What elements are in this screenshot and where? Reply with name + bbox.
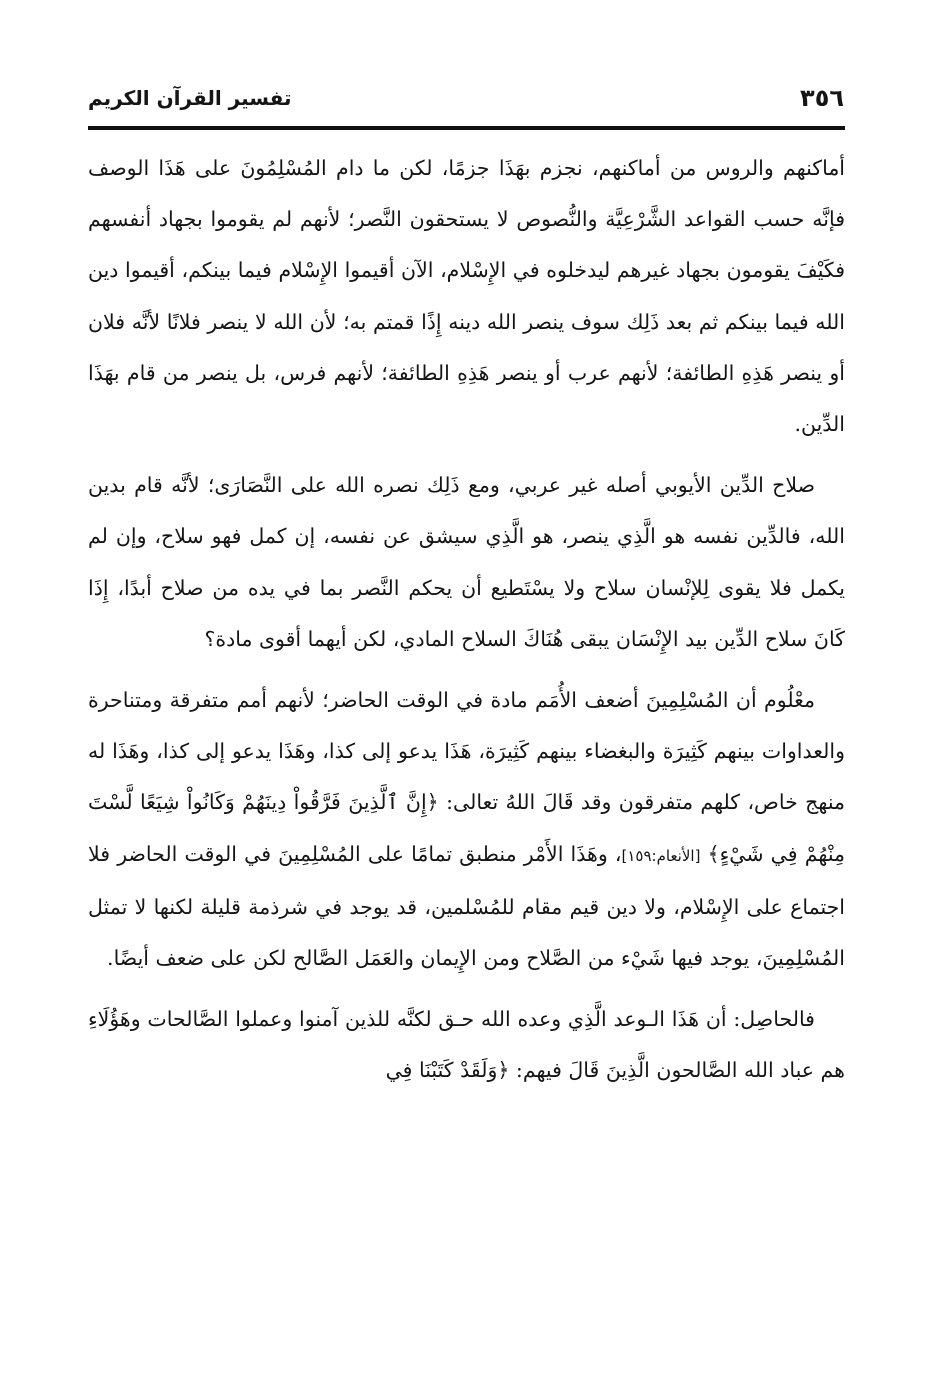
header-divider (88, 126, 845, 130)
page-header (88, 80, 844, 120)
paragraph: أماكنهم والروس من أماكنهم، نجزم بهَذَا جزمًا، لكن ما دام المُسْلِمُونَ على هَذَا الوصف فإنَّه حسب القواعد الشَّرْعِيَّة والنُّصوص لا يستحقون النَّصر؛ لأنهم لم يقوموا بجهاد أنفسهم فكَيْفَ يقومون بجهاد غيرهم ليدخلوه في الإِسْلام، الآن أقيموا الإِسْلام فيما بينكم، أقيموا دين الله فيما بينكم ثم بعد ذَلِك سوف ينصر الله دينه إِذًا قمتم به؛ لأن الله لا ينصر فلانًا لأنَّه فلان أو ينصر هَذِهِ الطائفة؛ لأنهم عرب أو ينصر هَذِهِ الطائفة؛ لأنهم فرس، بل ينصر من قام بهَذَا الدِّين. (88, 156, 845, 437)
paragraph (88, 675, 845, 984)
paragraph (88, 994, 845, 1096)
paragraph-text: معْلُوم أن المُسْلِمِينَ أضعف الأُمَم مادة في الوقت الحاضر؛ لأنهم أمم متفرقة ومتناحرة والعداوات بينهم كَثِيرَة والبغضاء بينهم كَثِيرَة، هَذَا يدعو إلى كذا، وهَذَا يدعو إلى كذا، وهَذَا له منهج خاص، كلهم متفرقون وقد قَالَ اللهُ تعالى: (88, 688, 845, 815)
paragraph-text: أن هَذَا الـوعد الَّذِي وعده الله حـق لكنَّه للذين آمنوا وعملوا الصَّالحات وهَؤُلَاءِ هم عباد الله الصَّالحون الَّذِينَ قَالَ فيهم: (88, 1007, 845, 1083)
paragraph-text: ، وهَذَا الأَمْر منطبق تمامًا على المُسْلِمِينَ في الوقت الحاضر فلا اجتماع على الإِسْلام، ولا دين قيم مقام للمُسْلمين، قد يوجد في شرذمة قليلة لكنها لا تمثل المُسْلِمِينَ، يوجد فيها شَيْء من الصَّلاح ومن الإِيمان والعَمَل الصَّالح لكن على ضعف أيضًا. (88, 841, 845, 971)
paragraph: صلاح الدِّين الأيوبي أصله غير عربي، ومع ذَلِك نصره الله على النَّصَارَى؛ لأنَّه قام بدين الله، فالدِّين نفسه هو الَّذِي ينصر، هو الَّذِي سيشق عن نفسه، إن كمل فهو سلاح، وإن لم يكمل فلا يقوى لِلإنْسان سلاح ولا يسْتَطيع أن يحكم النَّصر بما في يده من صلاح أبدًا، إِذَا كَانَ سلاح الدِّين بيد الإِنْسَان يبقى هُنَاكَ السلاح المادي، لكن أيهما أقوى مادة؟ (88, 473, 845, 651)
quran-quote: ﴿وَلَقَدْ كَتَبْنَا فِي (385, 1058, 510, 1083)
paragraph-lead: فالحاصِل: (733, 1007, 815, 1032)
quran-quote: ﴿إِنَّ ٱلَّذِينَ فَرَّقُواْ دِينَهُمْ وَكَانُواْ شِيَعًا لَّسْتَ مِنْهُمْ فِي شَيْءٍ﴾ (88, 790, 845, 866)
page-number: ٣٥٦ (800, 84, 844, 112)
book-title: تفسير القرآن الكريم (88, 86, 292, 110)
surah-reference: [الأنعام:١٥٩] (621, 846, 701, 865)
page-body (88, 143, 845, 1107)
